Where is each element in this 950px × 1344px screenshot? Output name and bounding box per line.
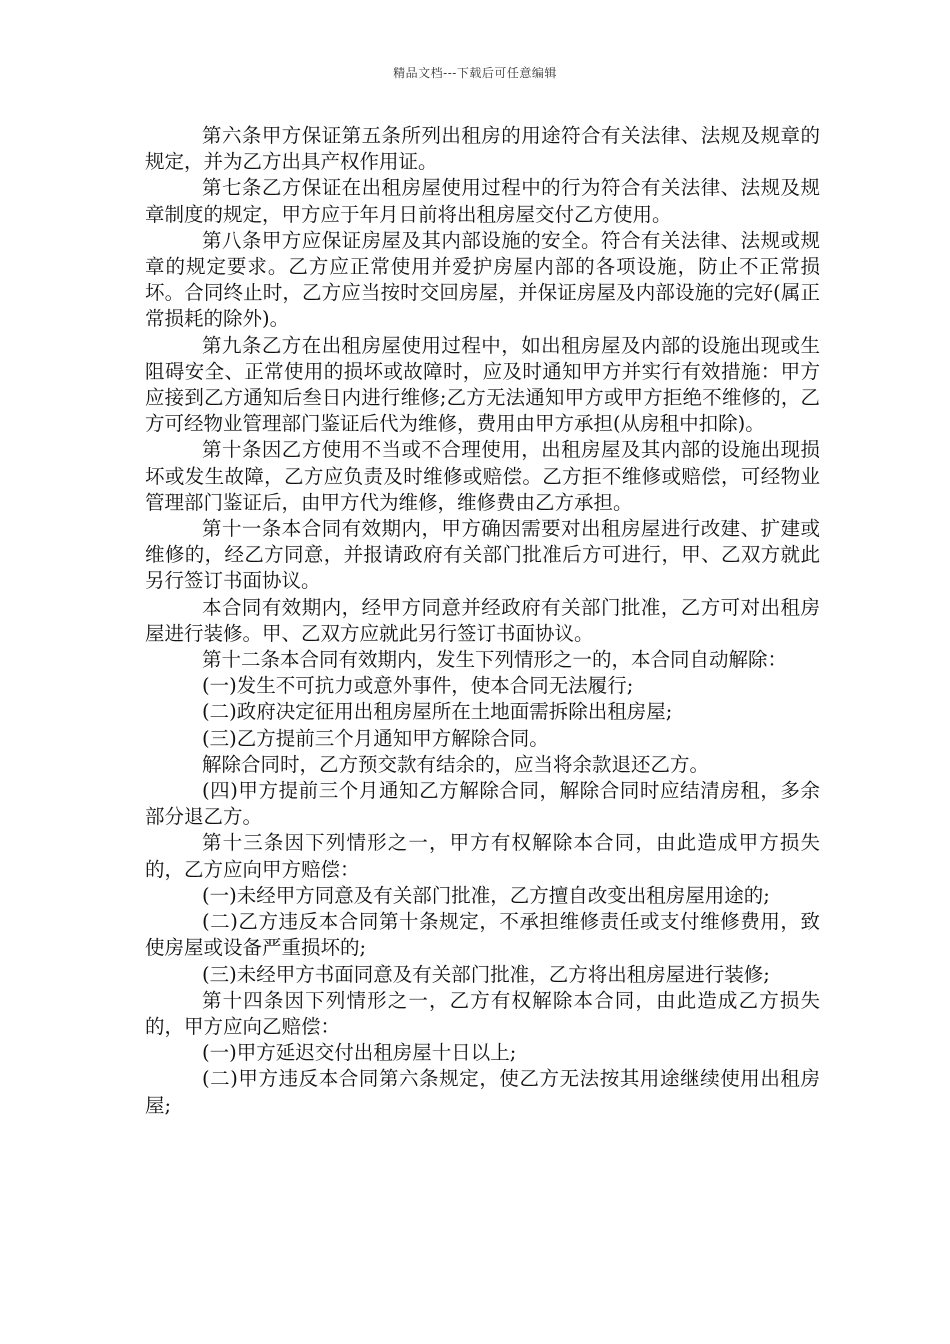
paragraph-article-6: 第六条甲方保证第五条所列出租房的用途符合有关法律、法规及规章的规定，并为乙方出具产权作用证。 [145, 124, 820, 174]
paragraph-article-7: 第七条乙方保证在出租房屋使用过程中的行为符合有关法律、法规及规章制度的规定，甲方应于年月日前将出租房屋交付乙方使用。 [145, 176, 820, 226]
list-item-12-3: (三)乙方提前三个月通知甲方解除合同。 [202, 726, 549, 750]
paragraph-article-14: 第十四条因下列情形之一，乙方有权解除本合同，由此造成乙方损失的，甲方应向乙赔偿： [145, 988, 820, 1038]
paragraph-article-11-decoration: 本合同有效期内，经甲方同意并经政府有关部门批准，乙方可对出租房屋进行装修。甲、乙双方应就此另行签订书面协议。 [145, 595, 820, 645]
paragraph-12-refund: 解除合同时，乙方预交款有结余的，应当将余款退还乙方。 [202, 752, 710, 776]
paragraph-article-10: 第十条因乙方使用不当或不合理使用，出租房屋及其内部的设施出现损坏或发生故障，乙方应负责及时维修或赔偿。乙方拒不维修或赔偿，可经物业管理部门鉴证后，由甲方代为维修，维修费由乙方承担。 [145, 438, 820, 514]
list-item-14-2: (二)甲方违反本合同第六条规定，使乙方无法按其用途继续使用出租房屋; [145, 1067, 820, 1117]
list-item-12-2: (二)政府决定征用出租房屋所在土地面需拆除出租房屋; [202, 700, 673, 724]
paragraph-article-11: 第十一条本合同有效期内，甲方确因需要对出租房屋进行改建、扩建或维修的，经乙方同意，并报请政府有关部门批准后方可进行，甲、乙双方就此另行签订书面协议。 [145, 517, 820, 593]
list-item-13-1: (一)未经甲方同意及有关部门批准，乙方擅自改变出租房屋用途的; [202, 883, 770, 907]
paragraph-article-12: 第十二条本合同有效期内，发生下列情形之一的，本合同自动解除： [202, 648, 788, 672]
list-item-14-1: (一)甲方延迟交付出租房屋十日以上; [202, 1041, 517, 1065]
document-body [145, 123, 820, 1119]
page-header: 精品文档---下载后可任意编辑 [393, 66, 557, 80]
list-item-12-1: (一)发生不可抗力或意外事件，使本合同无法履行; [202, 674, 634, 698]
paragraph-article-13: 第十三条因下列情形之一，甲方有权解除本合同，由此造成甲方损失的，乙方应向甲方赔偿： [145, 831, 820, 881]
paragraph-article-8: 第八条甲方应保证房屋及其内部设施的安全。符合有关法律、法规或规章的规定要求。乙方应正常使用并爱护房屋内部的各项设施，防止不正常损坏。合同终止时，乙方应当按时交回房屋，并保证房屋及内部设施的完好(属正常损耗的除外)。 [145, 228, 820, 331]
list-item-13-2: (二)乙方违反本合同第十条规定，不承担维修责任或支付维修费用，致使房屋或设备严重损坏的; [145, 910, 820, 960]
list-item-12-4: (四)甲方提前三个月通知乙方解除合同，解除合同时应结清房租，多余部分退乙方。 [145, 779, 820, 829]
paragraph-article-9: 第九条乙方在出租房屋使用过程中，如出租房屋及内部的设施出现或生阻碍安全、正常使用的损坏或故障时，应及时通知甲方并实行有效措施：甲方应接到乙方通知后叁日内进行维修;乙方无法通知甲方或甲方拒绝不维修的，乙方可经物业管理部门鉴证后代为维修，费用由甲方承担(从房租中扣除)。 [145, 333, 820, 436]
list-item-13-3: (三)未经甲方书面同意及有关部门批准，乙方将出租房屋进行装修; [202, 962, 770, 986]
